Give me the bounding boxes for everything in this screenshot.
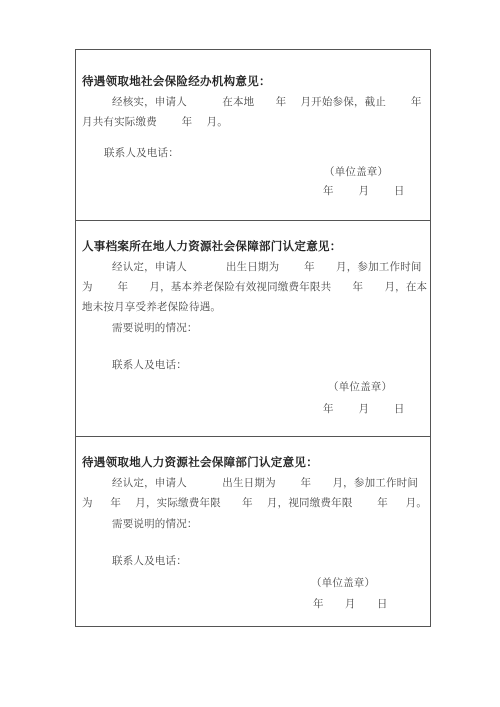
section-heading: 待遇领取地人力资源社会保障部门认定意见： [82,455,318,469]
determination-text-cont: 为 年 月，基本养老保险有效视同缴费年限共 年 月，在本 [82,281,428,293]
section-heading: 人事档案所在地人力资源社会保障部门认定意见： [82,239,342,253]
explanation-label: 需要说明的情况： [112,322,198,334]
determination-text: 经认定，申请人 出生日期为 年 月，参加工作时间 [112,261,422,273]
explanation-label: 需要说明的情况： [112,518,198,530]
contact-label: 联系人及电话： [112,359,187,371]
date-line: 年 月 日 [323,403,405,415]
contact-label: 联系人及电话： [104,147,179,159]
unit-seal-label: （单位盖章） [328,381,393,393]
contact-label: 联系人及电话： [112,555,187,567]
section-heading: 待遇领取地社会保险经办机构意见： [82,74,271,88]
determination-text-end: 地未按月享受养老保险待遇。 [82,301,222,313]
determination-text: 经认定，申请人 出生日期为 年 月，参加工作时间 [112,477,419,489]
date-line: 年 月 日 [323,185,405,197]
verification-text-cont: 月共有实际缴费 年 月。 [82,116,228,128]
section-benefit-location-dept [76,436,430,628]
unit-seal-label: （单位盖章） [324,166,389,178]
determination-text-cont: 为 年 月，实际缴费年限 年 月，视同缴费年限 年 月。 [82,497,428,509]
date-line: 年 月 日 [313,598,388,610]
verification-text: 经核实，申请人 在本地 年 月开始参保，截止 年 [112,96,422,108]
approval-form [75,49,431,627]
section-personnel-archive-dept [76,220,430,436]
section-social-insurance-agency [76,50,430,220]
unit-seal-label: （单位盖章） [311,577,376,589]
